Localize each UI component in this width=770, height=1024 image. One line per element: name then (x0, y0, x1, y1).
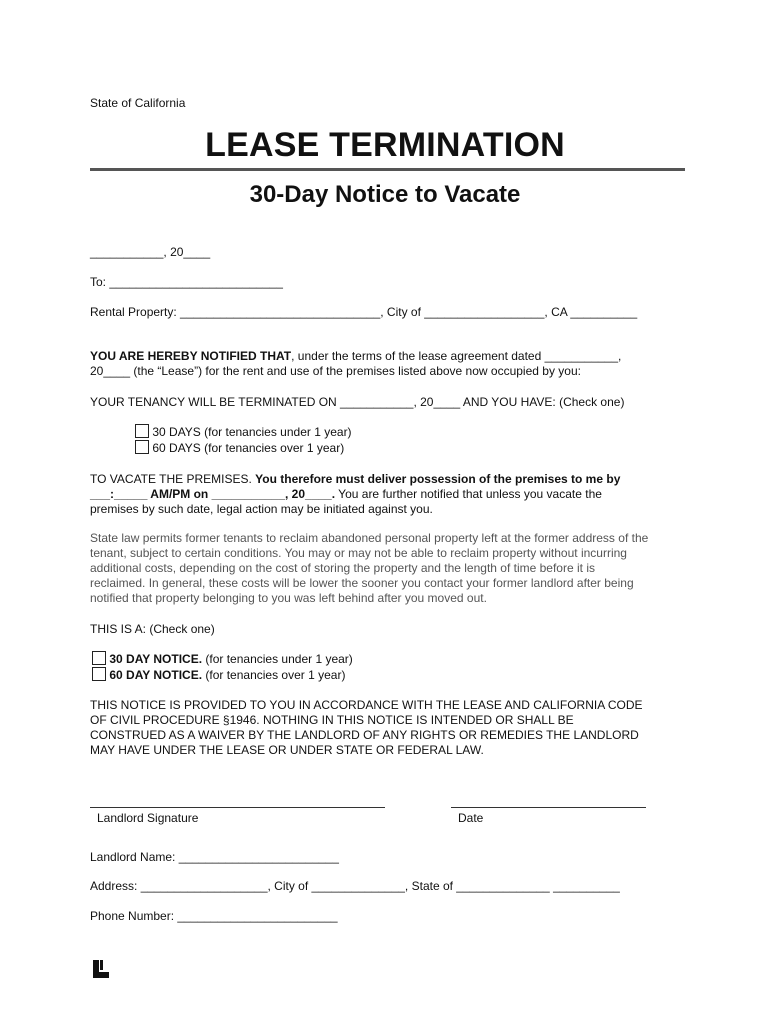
legal-line: OF CIVIL PROCEDURE §1946. NOTHING IN THIS NOTICE IS INTENDED OR SHALL BE (90, 713, 574, 727)
checkbox-30-day-notice[interactable] (92, 651, 106, 665)
landlord-signature-line[interactable] (90, 807, 385, 808)
state-law-line: additional costs, depending on the cost of storing the property and the length of time before it is (90, 561, 595, 575)
hereby-notified-line2: 20____ (the “Lease”) for the rent and use of the premises listed above now occupied by you: (90, 364, 581, 378)
legal-line: MAY HAVE UNDER THE LEASE OR UNDER STATE OR FEDERAL LAW. (90, 743, 484, 757)
vacate-line2 (90, 487, 602, 502)
vacate-line3: premises by such date, legal action may be initiated against you. (90, 502, 433, 516)
option-30-days-label: 30 DAYS (for tenancies under 1 year) (152, 425, 352, 439)
vacate-plain: TO VACATE THE PREMISES. (90, 472, 256, 486)
date-signature-line[interactable] (451, 807, 646, 808)
legal-paragraph (90, 698, 643, 758)
state-label: State of California (90, 96, 186, 110)
option-60-days-row[interactable] (135, 440, 344, 456)
address-field[interactable]: Address: ___________________, City of ______________, State of ______________ __________ (90, 879, 620, 893)
landlord-name-field[interactable]: Landlord Name: ________________________ (90, 850, 339, 864)
state-law-paragraph (90, 531, 648, 606)
hereby-notified-bold: YOU ARE HEREBY NOTIFIED THAT (90, 349, 292, 363)
this-is-label: THIS IS A: (Check one) (90, 622, 215, 636)
brand-logo-icon (92, 960, 110, 978)
state-law-line: notified that property belonging to you was left behind after you moved out. (90, 591, 487, 605)
notice-60-rest: (for tenancies over 1 year) (202, 668, 346, 682)
vacate-rest2: You are further notified that unless you vacate the (335, 487, 602, 501)
vacate-line1 (90, 472, 620, 487)
notice-60-row[interactable] (92, 667, 345, 683)
rental-property-field[interactable]: Rental Property: ______________________________, City of __________________, CA __________ (90, 305, 638, 319)
legal-line: CONSTRUED AS A WAIVER BY THE LANDLORD OF ANY RIGHTS OR REMEDIES THE LANDLORD (90, 728, 639, 742)
hereby-notified-line1 (90, 349, 621, 364)
notice-30-rest: (for tenancies under 1 year) (202, 652, 353, 666)
landlord-signature-label: Landlord Signature (97, 811, 199, 825)
tenancy-terminated-line: YOUR TENANCY WILL BE TERMINATED ON ___________, 20____ AND YOU HAVE: (Check one) (90, 395, 625, 409)
vacate-bold2: ___:_____ AM/PM on ___________, 20____. (90, 487, 336, 501)
state-law-line: reclaimed. In general, these costs will be lower the sooner you contact your former landlord after being (90, 576, 634, 590)
date-label: Date (458, 811, 484, 825)
option-30-days-row[interactable] (135, 424, 352, 440)
notice-30-row[interactable] (92, 651, 353, 667)
hereby-notified-rest: , under the terms of the lease agreement dated ___________, (291, 349, 622, 363)
checkbox-60-days[interactable] (135, 440, 149, 454)
title-divider (90, 168, 685, 171)
checkbox-60-day-notice[interactable] (92, 667, 106, 681)
state-law-line: State law permits former tenants to reclaim abandoned personal property left at the former address of the (90, 531, 649, 545)
state-law-line: tenant, subject to certain conditions. You may or may not be able to reclaim property without incurring (90, 546, 627, 560)
to-field[interactable]: To: __________________________ (90, 275, 283, 289)
date-field[interactable]: ___________, 20____ (90, 245, 211, 259)
vacate-bold1: You therefore must deliver possession of the premises to me by (255, 472, 621, 486)
notice-60-bold: 60 DAY NOTICE. (109, 668, 203, 682)
legal-line: THIS NOTICE IS PROVIDED TO YOU IN ACCORDANCE WITH THE LEASE AND CALIFORNIA CODE (90, 698, 643, 712)
notice-30-bold: 30 DAY NOTICE. (109, 652, 203, 666)
phone-number-field[interactable]: Phone Number: ________________________ (90, 909, 338, 923)
document-title: LEASE TERMINATION (205, 126, 565, 164)
document-subtitle: 30-Day Notice to Vacate (249, 181, 521, 208)
checkbox-30-days[interactable] (135, 424, 149, 438)
option-60-days-label: 60 DAYS (for tenancies over 1 year) (152, 441, 345, 455)
